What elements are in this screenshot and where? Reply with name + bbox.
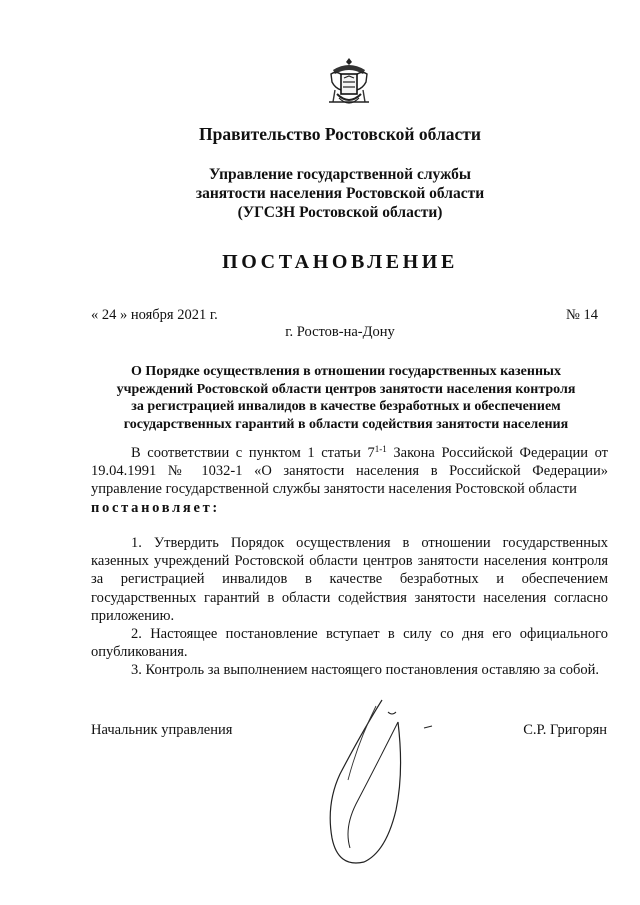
department-name xyxy=(40,165,640,222)
document-number: № 14 xyxy=(566,307,598,323)
resolution-item-3: 3. Контроль за выполнением настоящего постановления оставляю за собой. xyxy=(131,662,600,679)
subject-line-4: государственных гарантий в области содействия занятости населения xyxy=(123,416,569,432)
resolution-item-2: 2. Настоящее постановление вступает в силу со дня его официального опубликования. xyxy=(91,626,608,661)
subject-line-2: учреждений Ростовской области центров занятости населения контроля xyxy=(116,381,576,397)
subject-line-3: за регистрацией инвалидов в качестве безработных и обеспечением xyxy=(131,399,561,414)
article-superscript: 1-1 xyxy=(374,444,387,454)
department-line-1: Управление государственной службы xyxy=(209,166,471,183)
preamble-text-start: В соответствии с пунктом 1 статьи 7 xyxy=(131,445,375,461)
signer-name: С.Р. Григорян xyxy=(523,722,607,738)
coat-of-arms-icon xyxy=(327,56,371,110)
resolution-items xyxy=(91,534,608,680)
preamble-text-end: Закона Российской Федерации от 19.04.1991 № 1032-1 «О занятости населения в Российской Федерации» управление государственной службы занятости населения Ростовской области xyxy=(91,445,608,498)
signer-position: Начальник управления xyxy=(91,722,233,738)
document-date: « 24 » ноября 2021 г. xyxy=(91,307,218,323)
resolution-item-1: 1. Утвердить Порядок осуществления в отношении государственных казенных учреждений Ростовской области центров занятости населения контроля за регистрацией инвалидов в качестве безработных и обеспечением государственных гарантий в области содействия занятости населения согласно приложению. xyxy=(91,535,608,624)
document-type: ПОСТАНОВЛЕНИЕ xyxy=(222,251,458,273)
document-subject xyxy=(92,363,600,433)
handwritten-signature-icon xyxy=(318,692,448,877)
resolves-word: постановляет: xyxy=(91,499,220,516)
department-line-2: занятости населения Ростовской области xyxy=(195,185,485,202)
subject-line-1: О Порядке осуществления в отношении государственных казенных xyxy=(131,364,561,379)
department-line-3: (УГСЗН Ростовской области) xyxy=(237,204,443,221)
preamble xyxy=(91,444,608,517)
government-name: Правительство Ростовской области xyxy=(199,124,481,144)
document-city: г. Ростов-на-Дону xyxy=(285,324,395,340)
